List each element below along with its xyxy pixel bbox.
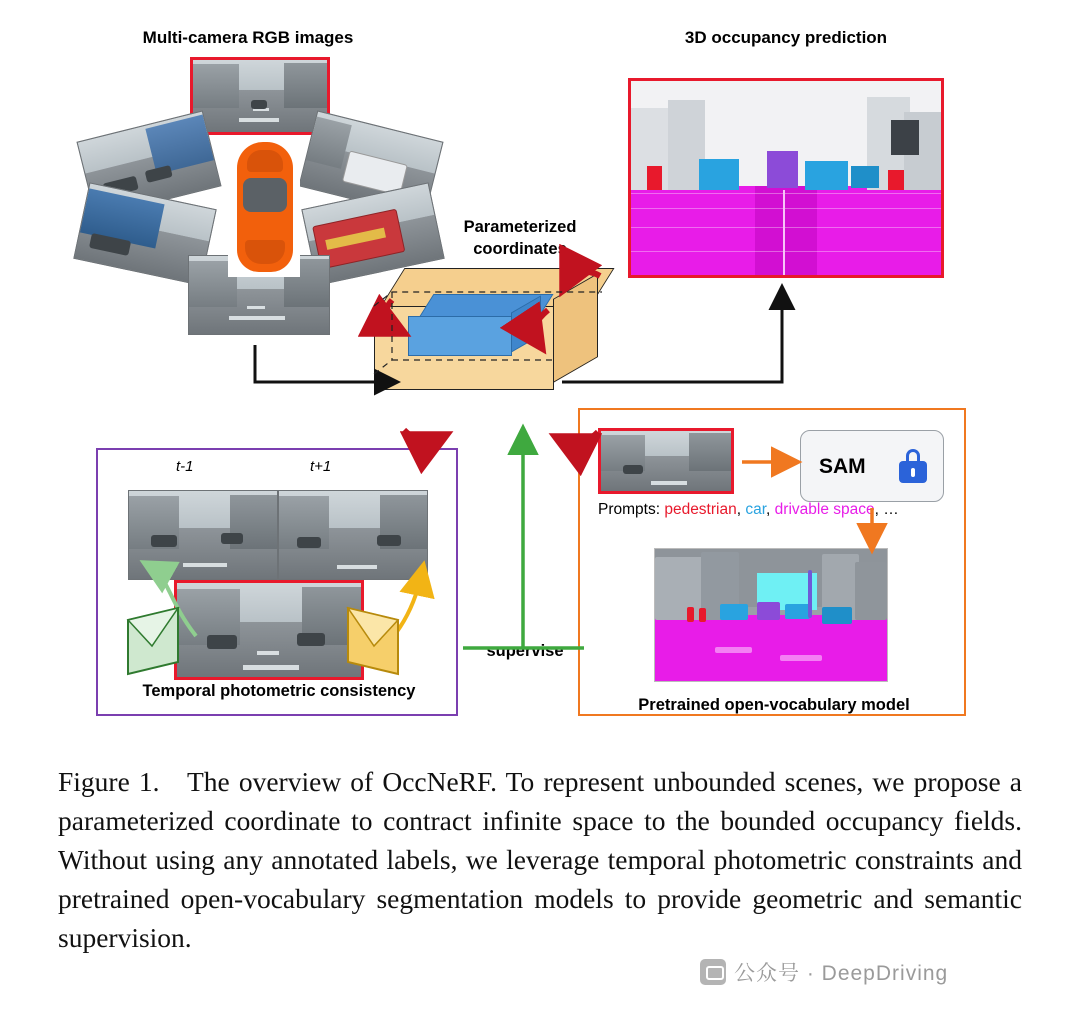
parameterized-coordinate-cube [368, 268, 633, 428]
sam-panel-caption: Pretrained open-vocabulary model [638, 696, 910, 714]
temporal-neighbor-frames [128, 490, 428, 580]
occupancy-title: 3D occupancy prediction [684, 28, 888, 47]
prompt-drivable-space: drivable space [774, 501, 875, 518]
prompt-car: car [745, 501, 767, 518]
camera-front [190, 57, 330, 135]
wechat-icon [700, 959, 726, 985]
occupancy-prediction-panel [628, 78, 944, 278]
multicam-title: Multi-camera RGB images [142, 28, 354, 47]
temporal-caption: Temporal photometric consistency [142, 682, 416, 700]
temporal-consistency-panel [96, 448, 458, 716]
frame-t-minus-1 [128, 490, 278, 580]
figure-number: Figure 1. [58, 766, 160, 797]
prompt-pedestrian: pedestrian [664, 501, 737, 518]
ego-vehicle-icon [228, 135, 300, 277]
parameterized-coordinates-label-line2: coordinates [473, 240, 567, 258]
frame-t-current [174, 580, 364, 680]
caption-text: The overview of OccNeRF. To represent unbounded scenes, we propose a parameterized coordinate to contract infinite space to the bounded occupancy fields. Without using any annotated labels, we leverage temporal photometric constraints and pretrained open-vocabulary segmentation models to provide geometric and semantic supervision. [58, 766, 1022, 954]
prompts-text: Prompts: pedestrian, car, drivable space, … [598, 501, 899, 518]
sam-label: SAM [819, 455, 866, 478]
timestamp-next: t+1 [310, 458, 332, 475]
segmentation-output-image [654, 548, 888, 682]
watermark-text: 公众号 · DeepDriving [734, 962, 949, 985]
watermark [700, 952, 1060, 992]
figure-caption [58, 762, 1022, 957]
timestamp-prev: t-1 [176, 458, 194, 475]
parameterized-coordinates-label-line1: Parameterized [463, 218, 577, 236]
supervise-label: supervise [486, 642, 564, 660]
prompts-prefix: Prompts: [598, 501, 665, 518]
prompts-suffix: , … [874, 501, 899, 518]
frame-t-plus-1 [278, 490, 428, 580]
lock-icon [899, 449, 927, 483]
sam-input-image [598, 428, 734, 494]
sam-model-box [800, 430, 944, 502]
